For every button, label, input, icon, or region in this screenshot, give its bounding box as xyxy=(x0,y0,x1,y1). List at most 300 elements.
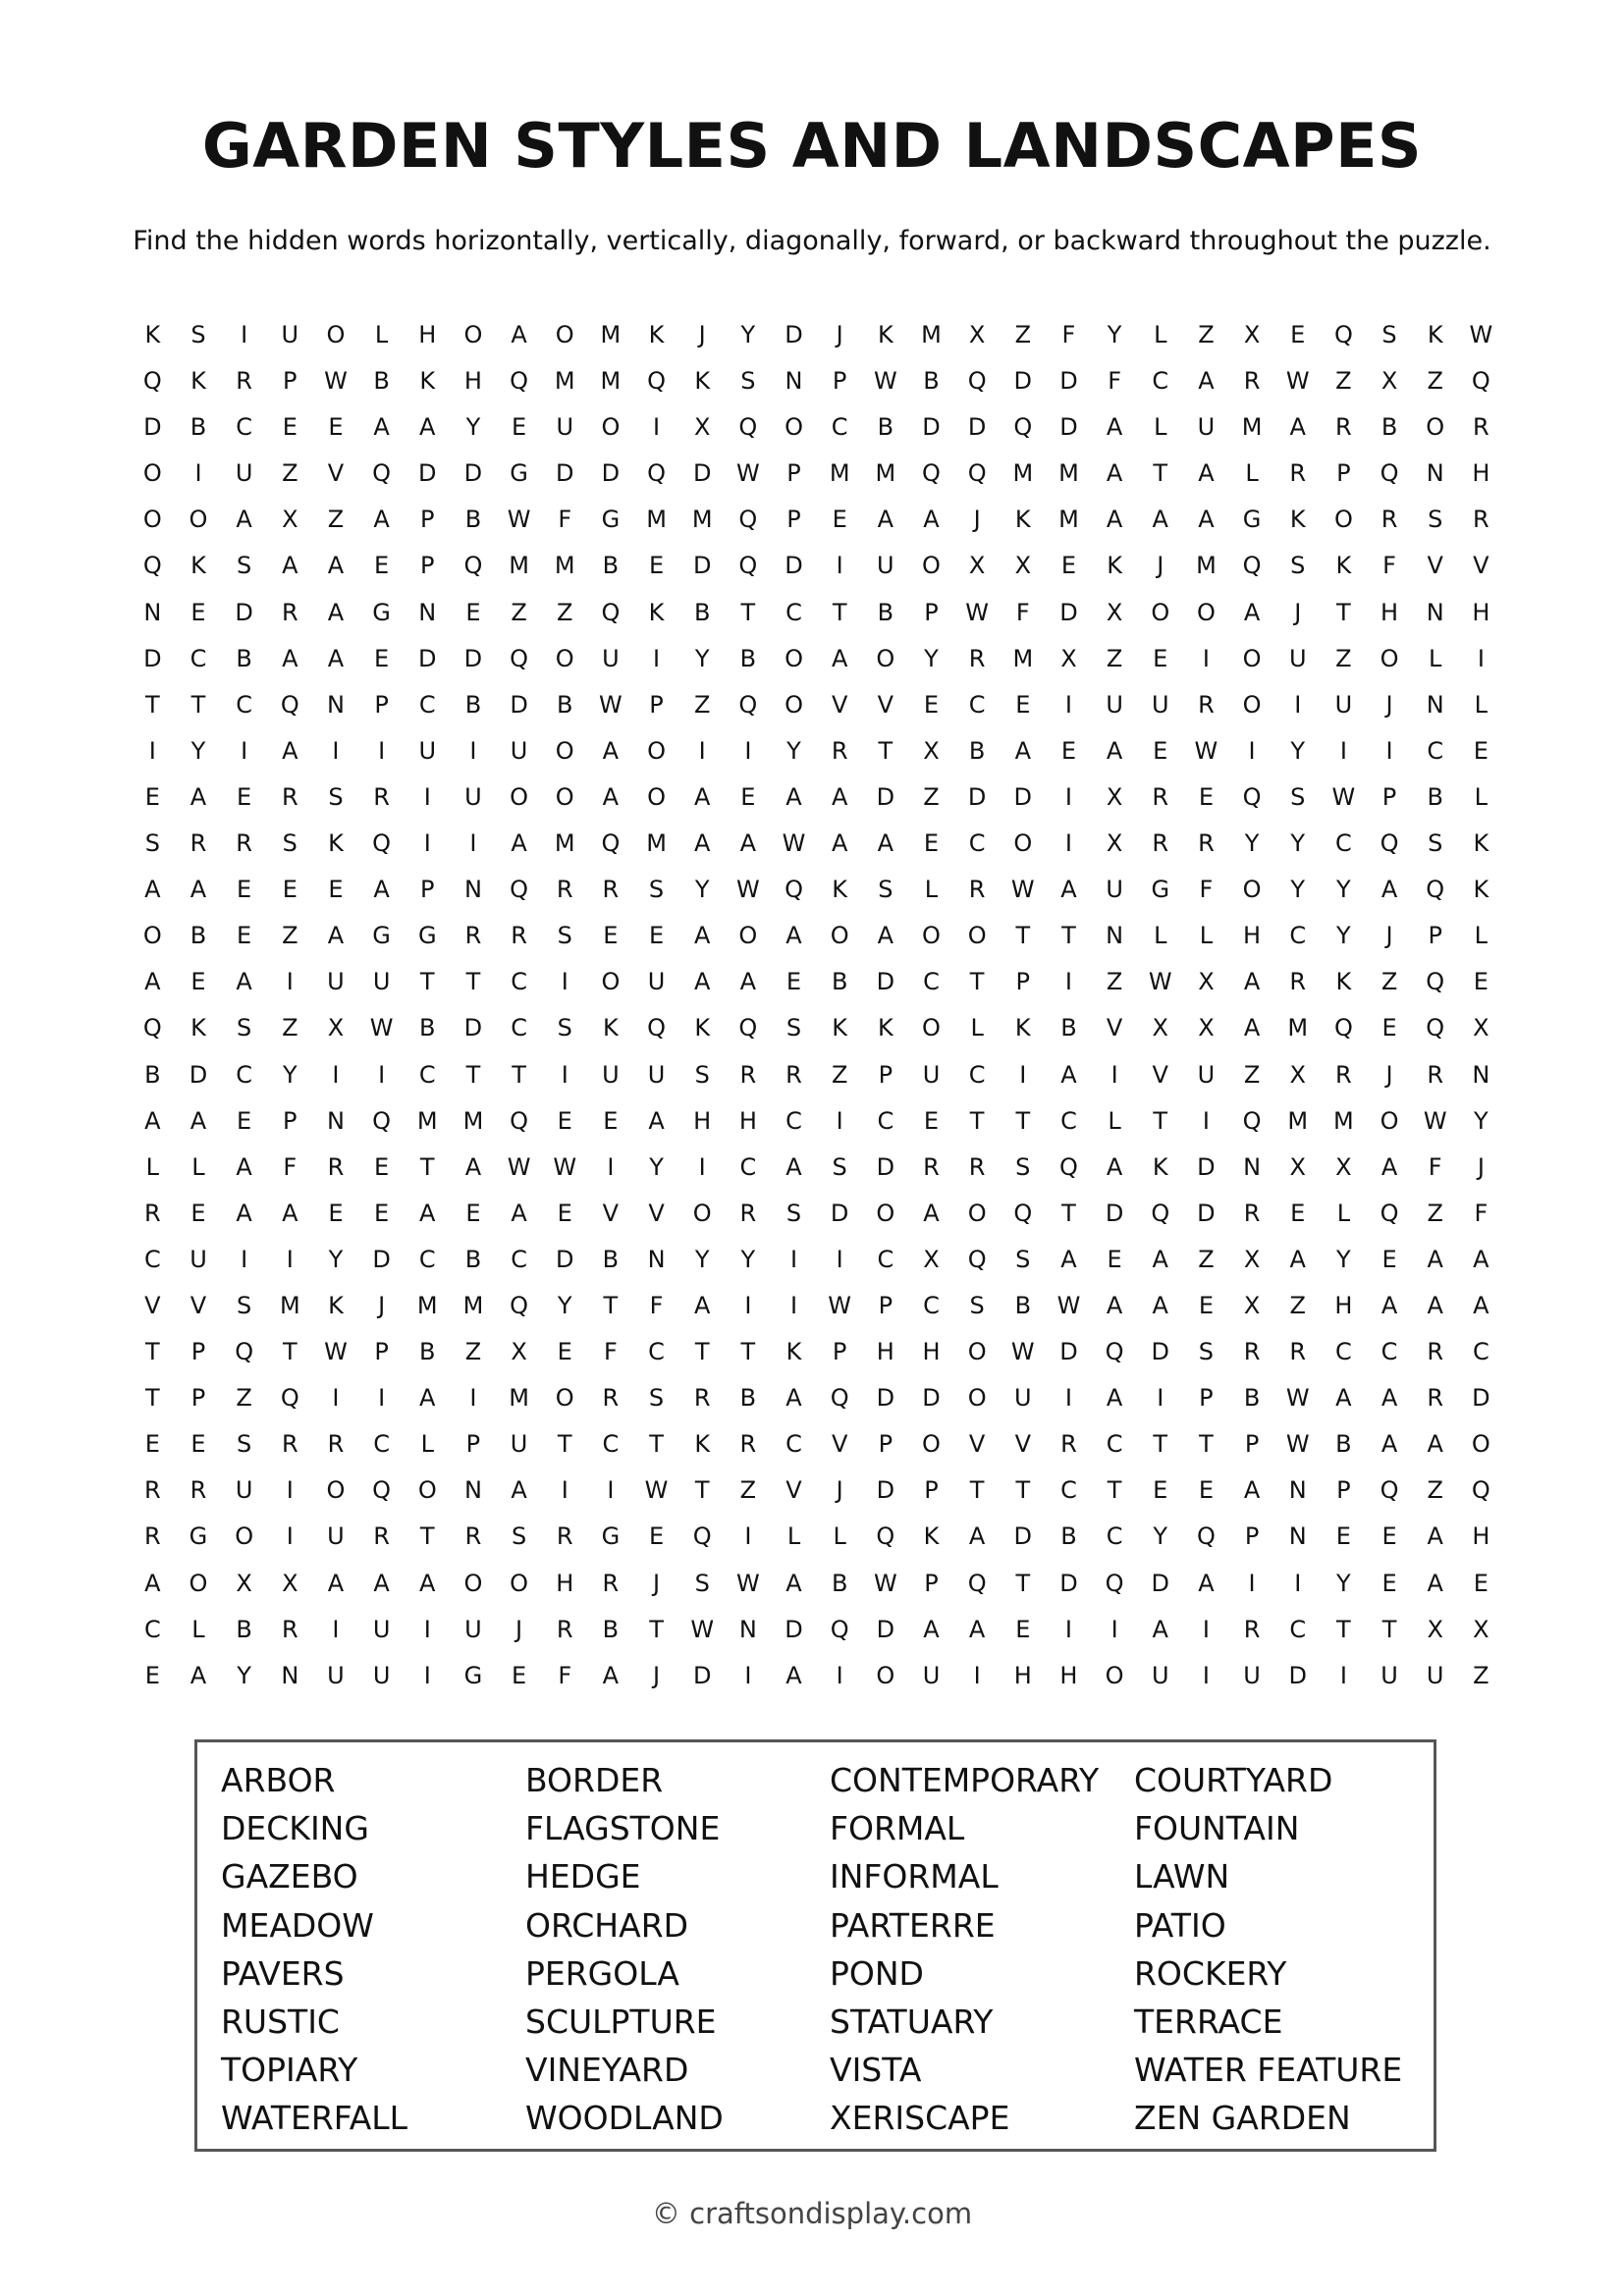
grid-letter: A xyxy=(144,1106,161,1135)
grid-letter: F xyxy=(649,1291,664,1319)
grid-letter: Z xyxy=(1289,1291,1306,1319)
grid-letter: Q xyxy=(830,1615,849,1643)
grid-letter: C xyxy=(511,1014,527,1042)
grid-letter: M xyxy=(462,1291,484,1319)
grid-letter: T xyxy=(969,968,985,996)
grid-letter: Y xyxy=(1290,829,1306,858)
word-list-item: TERRACE xyxy=(1134,2002,1283,2041)
grid-letter: R xyxy=(464,1522,482,1551)
grid-letter: E xyxy=(237,922,252,950)
grid-letter: P xyxy=(786,506,801,534)
grid-letter: I xyxy=(332,1060,340,1089)
grid-letter: O xyxy=(142,506,162,534)
grid-letter: Z xyxy=(1335,644,1352,672)
grid-letter: Z xyxy=(739,1476,757,1505)
grid-letter: E xyxy=(557,1338,572,1366)
grid-letter: C xyxy=(1472,1338,1489,1366)
grid-letter: R xyxy=(831,736,848,765)
grid-letter: O xyxy=(967,1384,987,1413)
grid-letter: J xyxy=(836,321,843,348)
grid-letter: U xyxy=(1243,1661,1261,1689)
grid-letter: K xyxy=(1473,876,1489,904)
grid-letter: A xyxy=(831,644,848,672)
grid-letter: R xyxy=(236,367,252,396)
grid-letter: W xyxy=(828,1291,852,1319)
grid-letter: I xyxy=(698,1152,706,1181)
grid-letter: N xyxy=(1288,1476,1307,1505)
grid-letter: L xyxy=(1429,644,1442,672)
grid-letter: T xyxy=(1336,598,1351,626)
grid-letter: I xyxy=(469,736,477,765)
grid-letter: B xyxy=(602,1615,620,1643)
grid-row xyxy=(130,404,1504,451)
grid-row xyxy=(130,1561,1504,1607)
grid-letter: K xyxy=(328,1291,344,1319)
grid-letter: D xyxy=(418,644,437,672)
grid-letter: A xyxy=(419,1384,436,1413)
grid-letter: C xyxy=(648,1338,665,1366)
grid-letter: E xyxy=(1381,1522,1397,1551)
grid-letter: I xyxy=(241,321,248,348)
grid-letter: E xyxy=(1473,968,1489,996)
grid-letter: T xyxy=(1336,1615,1351,1643)
grid-letter: U xyxy=(464,782,482,811)
grid-letter: W xyxy=(1010,876,1035,904)
grid-letter: D xyxy=(876,1476,895,1505)
grid-letter: S xyxy=(648,1384,665,1413)
grid-letter: D xyxy=(555,1245,574,1273)
grid-letter: C xyxy=(1060,1106,1077,1135)
grid-letter: A xyxy=(236,1199,252,1227)
grid-letter: S xyxy=(1428,506,1443,534)
grid-letter: W xyxy=(735,1569,760,1597)
grid-letter: I xyxy=(241,1245,248,1273)
grid-letter: A xyxy=(1198,1569,1215,1597)
word-list-item: WATER FEATURE xyxy=(1134,2051,1403,2090)
grid-letter: E xyxy=(1015,690,1031,719)
grid-letter: O xyxy=(692,1199,712,1227)
grid-letter: S xyxy=(557,922,572,950)
grid-letter: D xyxy=(601,459,621,488)
grid-letter: E xyxy=(237,876,252,904)
grid-letter: E xyxy=(190,968,206,996)
grid-letter: I xyxy=(194,459,202,488)
grid-letter: Q xyxy=(235,1338,254,1366)
grid-letter: G xyxy=(601,1522,621,1551)
grid-letter: S xyxy=(237,1430,252,1459)
grid-letter: D xyxy=(463,644,483,672)
grid-letter: P xyxy=(924,1569,939,1597)
grid-letter: D xyxy=(463,1014,483,1042)
grid-letter: B xyxy=(464,506,482,534)
grid-letter: Y xyxy=(694,876,710,904)
grid-letter: E xyxy=(1107,1245,1122,1273)
grid-letter: E xyxy=(1335,1522,1351,1551)
grid-letter: J xyxy=(698,321,706,348)
grid-letter: L xyxy=(786,1522,801,1551)
grid-letter: D xyxy=(1013,782,1033,811)
grid-letter: N xyxy=(281,1661,299,1689)
word-list-item: FORMAL xyxy=(830,1809,965,1848)
grid-letter: M xyxy=(829,459,850,488)
grid-letter: I xyxy=(653,644,661,672)
instructions: Find the hidden words horizontally, vertically, diagonally, forward, or backward throughout the puzzle. xyxy=(133,226,1491,256)
grid-letter: E xyxy=(740,782,756,811)
grid-letter: S xyxy=(511,1522,527,1551)
grid-letter: L xyxy=(1474,782,1489,811)
grid-letter: L xyxy=(1474,922,1489,950)
grid-letter: U xyxy=(1014,1384,1032,1413)
word-list-item: VISTA xyxy=(830,2051,922,2090)
grid-letter: A xyxy=(602,1661,620,1689)
grid-letter: L xyxy=(1154,922,1167,950)
grid-letter: J xyxy=(1385,690,1393,719)
grid-letter: Y xyxy=(557,1291,572,1319)
grid-letter: N xyxy=(785,367,803,396)
grid-letter: R xyxy=(464,922,482,950)
grid-letter: I xyxy=(1064,1615,1072,1643)
grid-letter: I xyxy=(423,782,431,811)
grid-letter: C xyxy=(143,1615,161,1643)
grid-letter: S xyxy=(190,321,206,348)
grid-letter: Q xyxy=(510,1106,529,1135)
grid-row xyxy=(130,913,1504,959)
grid-letter: B xyxy=(144,1060,161,1089)
word-list-item: ROCKERY xyxy=(1134,1953,1287,1993)
grid-letter: W xyxy=(324,367,348,396)
page-title: GARDEN STYLES AND LANDSCAPES xyxy=(201,110,1423,182)
grid-letter: B xyxy=(602,552,620,580)
grid-letter: J xyxy=(1385,922,1393,950)
grid-letter: T xyxy=(740,598,756,626)
grid-letter: E xyxy=(144,1430,160,1459)
grid-letter: V xyxy=(1014,1430,1031,1459)
word-list-item: MEADOW xyxy=(221,1905,374,1945)
grid-letter: A xyxy=(511,1476,527,1505)
grid-letter: A xyxy=(785,1152,802,1181)
grid-row xyxy=(130,1607,1504,1653)
grid-letter: D xyxy=(1059,413,1078,442)
grid-letter: U xyxy=(556,413,574,442)
grid-letter: A xyxy=(1106,506,1123,534)
grid-letter: Z xyxy=(1380,968,1398,996)
grid-letter: O xyxy=(326,1476,346,1505)
grid-letter: A xyxy=(144,968,161,996)
grid-letter: C xyxy=(923,968,940,996)
grid-letter: K xyxy=(1014,506,1031,534)
grid-letter: T xyxy=(144,1338,160,1366)
grid-letter: G xyxy=(417,922,437,950)
grid-letter: K xyxy=(877,321,893,348)
grid-letter: A xyxy=(1106,413,1123,442)
grid-letter: K xyxy=(1014,1014,1031,1042)
grid-letter: R xyxy=(1152,829,1169,858)
grid-letter: Q xyxy=(1380,459,1399,488)
grid-letter: R xyxy=(1473,506,1489,534)
grid-letter: E xyxy=(144,782,160,811)
grid-letter: C xyxy=(1335,829,1352,858)
grid-row xyxy=(130,1375,1504,1421)
grid-letter: O xyxy=(555,736,574,765)
grid-letter: A xyxy=(282,552,298,580)
grid-letter: T xyxy=(190,690,206,719)
grid-letter: B xyxy=(968,736,986,765)
grid-letter: Q xyxy=(601,829,621,858)
grid-letter: Z xyxy=(282,1014,298,1042)
grid-letter: A xyxy=(327,598,345,626)
grid-letter: I xyxy=(607,1152,615,1181)
grid-letter: T xyxy=(649,1430,664,1459)
grid-letter: F xyxy=(283,1152,298,1181)
grid-letter: I xyxy=(1064,829,1072,858)
grid-letter: O xyxy=(189,1569,208,1597)
grid-letter: Z xyxy=(1427,1199,1443,1227)
grid-letter: C xyxy=(923,1291,940,1319)
grid-letter: D xyxy=(1013,1522,1033,1551)
grid-letter: E xyxy=(1153,644,1168,672)
grid-letter: Z xyxy=(236,1384,252,1413)
grid-letter: R xyxy=(143,1476,161,1505)
grid-letter: O xyxy=(876,644,895,672)
grid-letter: T xyxy=(1153,1106,1168,1135)
grid-letter: K xyxy=(694,1014,711,1042)
grid-letter: A xyxy=(693,1291,711,1319)
grid-letter: Y xyxy=(1290,876,1306,904)
grid-letter: I xyxy=(1064,690,1072,719)
grid-letter: O xyxy=(785,413,803,442)
grid-letter: A xyxy=(602,736,620,765)
grid-letter: T xyxy=(1199,1430,1214,1459)
grid-letter: R xyxy=(281,1615,298,1643)
grid-letter: N xyxy=(463,876,482,904)
grid-letter: L xyxy=(1199,922,1214,950)
grid-letter: X xyxy=(1243,1245,1261,1273)
grid-letter: E xyxy=(144,1661,160,1689)
grid-letter: A xyxy=(1014,736,1031,765)
grid-letter: W xyxy=(644,1476,669,1505)
grid-letter: W xyxy=(1469,321,1493,348)
grid-letter: I xyxy=(1294,1569,1302,1597)
grid-letter: Q xyxy=(1333,1014,1353,1042)
grid-letter: R xyxy=(1243,1199,1261,1227)
grid-letter: R xyxy=(556,1615,573,1643)
grid-letter: P xyxy=(878,1060,893,1089)
grid-letter: Q xyxy=(1426,1014,1445,1042)
grid-letter: E xyxy=(465,1199,481,1227)
grid-letter: X xyxy=(968,321,986,348)
grid-letter: X xyxy=(923,1245,940,1273)
word-list-item: VINEYARD xyxy=(525,2051,689,2090)
grid-row xyxy=(130,1191,1504,1237)
grid-letter: T xyxy=(1015,1106,1031,1135)
grid-letter: S xyxy=(785,1014,802,1042)
grid-letter: I xyxy=(973,1661,981,1689)
grid-letter: X xyxy=(236,1569,252,1597)
grid-letter: U xyxy=(877,552,894,580)
grid-letter: V xyxy=(1152,1060,1168,1089)
grid-letter: R xyxy=(923,1152,940,1181)
grid-letter: A xyxy=(327,1569,345,1597)
grid-letter: I xyxy=(1064,1384,1072,1413)
grid-letter: B xyxy=(1427,782,1443,811)
grid-letter: A xyxy=(189,1106,207,1135)
grid-letter: D xyxy=(143,644,162,672)
grid-letter: X xyxy=(968,552,986,580)
grid-letter: A xyxy=(831,829,848,858)
grid-letter: K xyxy=(694,1430,711,1459)
grid-letter: A xyxy=(511,321,527,348)
word-list-item: DECKING xyxy=(221,1809,369,1848)
grid-letter: E xyxy=(190,1199,206,1227)
grid-letter: M xyxy=(875,459,896,488)
grid-letter: U xyxy=(510,736,528,765)
grid-letter: Q xyxy=(647,367,666,396)
grid-letter: A xyxy=(236,968,252,996)
grid-letter: R xyxy=(189,829,207,858)
grid-letter: U xyxy=(372,1615,391,1643)
grid-letter: L xyxy=(833,1522,846,1551)
grid-letter: R xyxy=(1198,829,1215,858)
grid-letter: Y xyxy=(465,413,481,442)
grid-letter: W xyxy=(553,1152,577,1181)
word-list-item: PATIO xyxy=(1134,1905,1226,1945)
grid-letter: R xyxy=(327,1430,345,1459)
grid-letter: N xyxy=(1288,1522,1307,1551)
grid-letter: E xyxy=(923,1106,940,1135)
grid-letter: M xyxy=(1012,459,1034,488)
grid-letter: C xyxy=(739,1152,757,1181)
grid-letter: D xyxy=(1059,1338,1078,1366)
grid-letter: Y xyxy=(786,736,801,765)
grid-letter: O xyxy=(922,1430,941,1459)
grid-letter: Q xyxy=(738,506,758,534)
grid-letter: X xyxy=(1106,829,1123,858)
grid-letter: A xyxy=(282,1199,298,1227)
grid-letter: N xyxy=(1426,690,1444,719)
grid-row xyxy=(130,1005,1504,1051)
grid-letter: X xyxy=(1243,321,1261,348)
grid-letter: A xyxy=(1106,736,1123,765)
grid-letter: O xyxy=(785,690,803,719)
grid-letter: O xyxy=(785,644,803,672)
grid-letter: H xyxy=(1013,1661,1032,1689)
grid-letter: B xyxy=(373,367,390,396)
grid-letter: D xyxy=(785,1615,803,1643)
grid-letter: A xyxy=(1198,367,1215,396)
grid-letter: E xyxy=(603,922,619,950)
grid-letter: B xyxy=(693,598,711,626)
grid-letter: M xyxy=(554,552,575,580)
grid-letter: I xyxy=(423,1661,431,1689)
grid-letter: U xyxy=(235,1476,253,1505)
grid-letter: O xyxy=(1333,506,1353,534)
grid-letter: F xyxy=(1015,598,1030,626)
grid-letter: K xyxy=(832,1014,848,1042)
grid-letter: I xyxy=(607,1476,615,1505)
grid-letter: D xyxy=(235,598,253,626)
grid-letter: M xyxy=(509,1384,529,1413)
grid-letter: A xyxy=(877,829,894,858)
grid-letter: E xyxy=(282,876,298,904)
grid-letter: W xyxy=(1148,968,1172,996)
grid-letter: W xyxy=(1331,782,1356,811)
grid-letter: C xyxy=(785,598,802,626)
grid-letter: M xyxy=(1241,413,1263,442)
grid-letter: M xyxy=(691,506,713,534)
grid-letter: P xyxy=(878,1291,893,1319)
grid-letter: C xyxy=(968,1060,986,1089)
grid-letter: W xyxy=(735,459,760,488)
grid-letter: S xyxy=(648,876,665,904)
grid-letter: A xyxy=(1380,1430,1398,1459)
grid-letter: I xyxy=(332,1384,340,1413)
grid-letter: P xyxy=(283,1106,298,1135)
grid-letter: R xyxy=(1427,1060,1444,1089)
grid-letter: U xyxy=(372,1661,391,1689)
grid-letter: I xyxy=(378,736,386,765)
grid-letter: U xyxy=(922,1060,941,1089)
grid-letter: T xyxy=(1107,1476,1122,1505)
grid-letter: E xyxy=(923,829,940,858)
grid-letter: B xyxy=(1014,1291,1032,1319)
grid-row xyxy=(130,451,1504,497)
grid-letter: U xyxy=(1197,1060,1216,1089)
grid-letter: M xyxy=(416,1106,438,1135)
grid-letter: C xyxy=(236,690,253,719)
grid-letter: J xyxy=(1477,1152,1485,1181)
grid-letter: E xyxy=(1381,1014,1397,1042)
grid-letter: Y xyxy=(649,1152,664,1181)
grid-letter: T xyxy=(465,968,481,996)
grid-letter: Y xyxy=(694,644,710,672)
grid-letter: P xyxy=(374,690,389,719)
grid-letter: S xyxy=(237,1291,252,1319)
grid-row xyxy=(130,1653,1504,1699)
grid-letter: B xyxy=(236,1615,252,1643)
grid-letter: U xyxy=(922,1661,941,1689)
grid-letter: O xyxy=(967,1199,987,1227)
grid-letter: E xyxy=(190,598,206,626)
grid-letter: A xyxy=(1060,1060,1077,1089)
grid-letter: D xyxy=(876,1615,895,1643)
grid-letter: R xyxy=(602,1569,620,1597)
grid-letter: Y xyxy=(740,1245,756,1273)
word-list-item: LAWN xyxy=(1134,1857,1230,1896)
grid-letter: T xyxy=(557,1430,572,1459)
grid-letter: C xyxy=(1380,1338,1398,1366)
word-list-item: COURTYARD xyxy=(1134,1761,1333,1799)
grid-letter: Q xyxy=(142,552,162,580)
grid-letter: G xyxy=(372,598,391,626)
grid-letter: A xyxy=(1106,1152,1123,1181)
grid-letter: A xyxy=(1243,598,1261,626)
grid-letter: V xyxy=(1106,1014,1123,1042)
grid-letter: K xyxy=(190,367,206,396)
grid-letter: A xyxy=(511,1199,527,1227)
grid-letter: R xyxy=(373,782,390,811)
grid-letter: Y xyxy=(1290,736,1306,765)
grid-letter: B xyxy=(189,922,207,950)
grid-letter: H xyxy=(876,1338,894,1366)
grid-letter: B xyxy=(831,1569,848,1597)
grid-letter: R xyxy=(143,1199,161,1227)
grid-letter: C xyxy=(511,1245,527,1273)
grid-letter: Q xyxy=(647,459,666,488)
grid-letter: W xyxy=(1010,1338,1035,1366)
grid-letter: Z xyxy=(1198,1245,1215,1273)
grid-row xyxy=(130,312,1504,358)
grid-letter: P xyxy=(1015,968,1031,996)
